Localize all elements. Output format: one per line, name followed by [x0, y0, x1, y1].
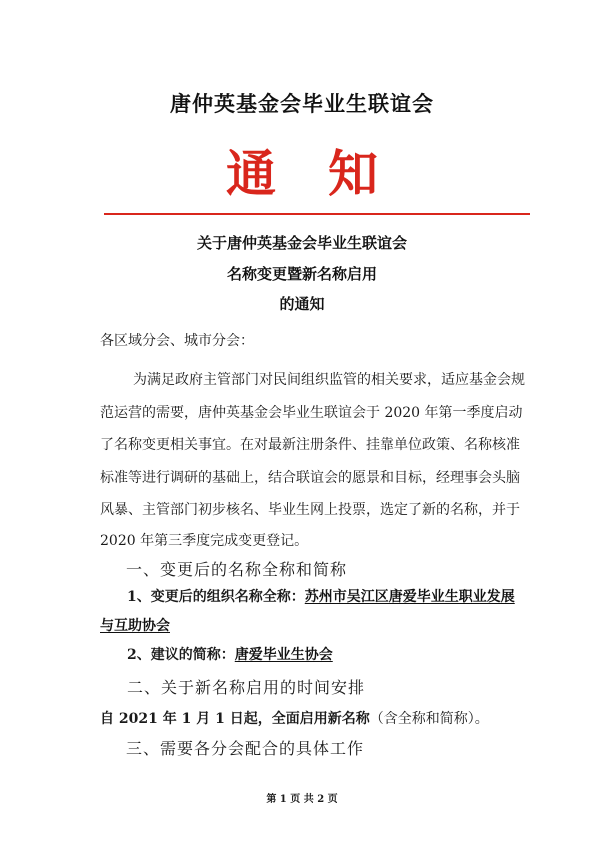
- section-3-heading: 三、需要各分会配合的具体工作: [126, 739, 365, 758]
- section-2-text-normal: （含全称和简称）。: [369, 711, 489, 727]
- title-line-1: 关于唐仲英基金会毕业生联谊会: [196, 234, 407, 252]
- item-1-continued: [100, 615, 170, 635]
- notice-heading: 通知: [226, 145, 430, 203]
- paragraph-line: 了名称变更相关事宜。在对最新注册条件、挂靠单位政策、名称核准: [100, 437, 520, 453]
- item-2-value: 唐爱毕业生协会: [234, 647, 333, 663]
- item-1-value: 苏州市吴江区唐爱毕业生职业发展: [304, 589, 515, 605]
- title-line-2: 名称变更暨新名称启用: [226, 265, 377, 283]
- paragraph-line: 为满足政府主管部门对民间组织监管的相关要求，适应基金会规: [133, 372, 525, 388]
- item-2-label: 2、建议的简称：: [127, 647, 235, 663]
- paragraph-line: 范运营的需要，唐仲英基金会毕业生联谊会于 2020 年第一季度启动: [100, 405, 523, 421]
- section-2-text-bold: 自 2021 年 1 月 1 日起，全面启用新名称: [100, 711, 370, 727]
- item-1: [127, 586, 515, 606]
- section-2-heading: 二、关于新名称启用的时间安排: [127, 678, 366, 697]
- page-footer: 第 1 页 共 2 页: [266, 794, 338, 805]
- title-line-3: 的通知: [279, 295, 325, 313]
- paragraph-line: 标准等进行调研的基础上，结合联谊会的愿景和目标，经理事会头脑: [100, 470, 520, 486]
- org-name-header: 唐仲英基金会毕业生联谊会: [170, 92, 434, 116]
- section-2-text: [100, 708, 489, 728]
- paragraph-line: 风暴、主管部门初步核名、毕业生网上投票，选定了新的名称，并于: [100, 502, 520, 518]
- item-2: [127, 644, 333, 664]
- red-divider: [104, 213, 530, 215]
- section-1-heading: 一、变更后的名称全称和简称: [126, 560, 348, 579]
- paragraph-line: 2020 年第三季度完成变更登记。: [100, 533, 309, 549]
- item-1-value-cont: 与互助协会: [100, 618, 170, 634]
- item-1-label: 1、变更后的组织名称全称：: [127, 589, 305, 605]
- salutation: 各区域分会、城市分会：: [100, 333, 254, 349]
